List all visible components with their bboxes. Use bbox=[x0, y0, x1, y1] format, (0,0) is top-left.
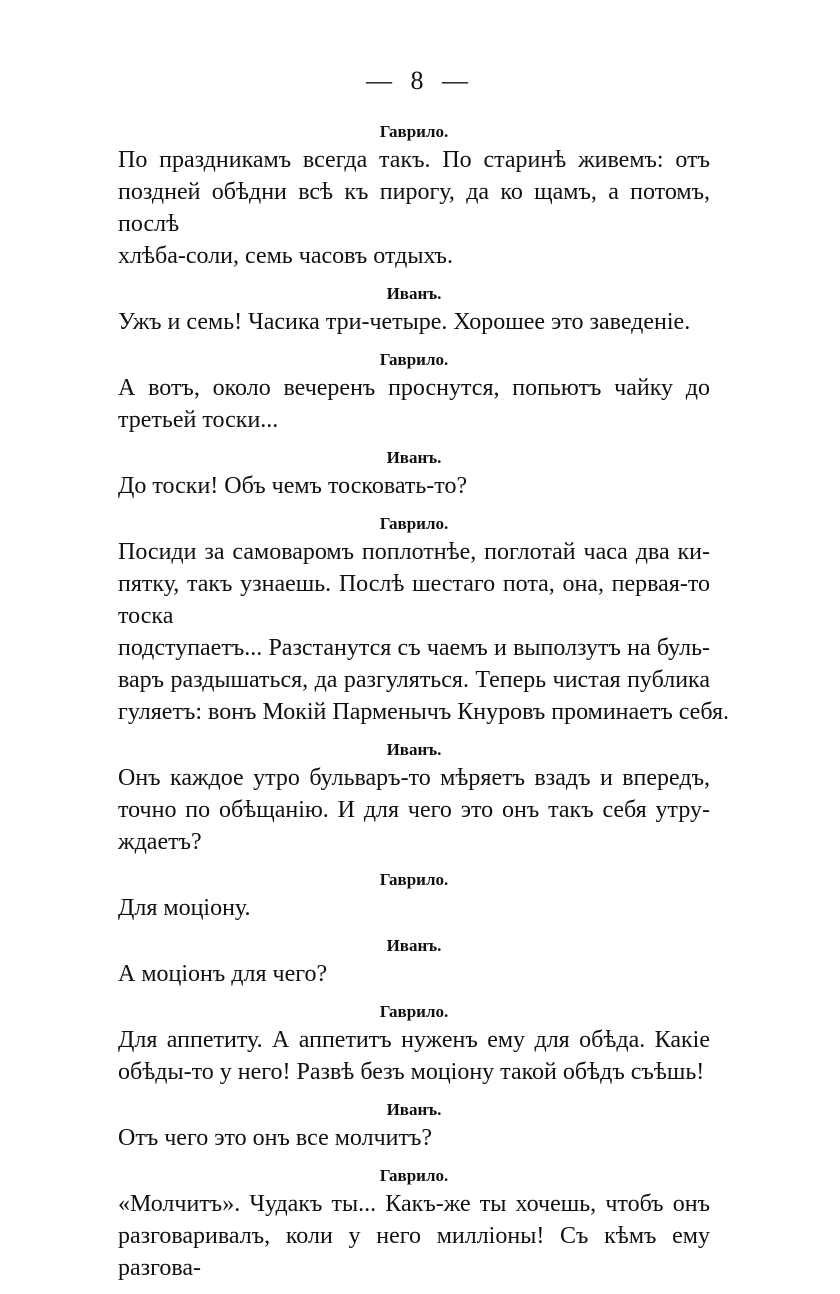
dialogue-entry bbox=[118, 282, 710, 338]
speech-text bbox=[118, 470, 710, 502]
speech-line: варъ раздышаться, да разгуляться. Теперь чистая публика bbox=[118, 667, 710, 693]
speech-line: обѣды-то у него! Развѣ безъ моціону такой обѣдъ съѣшь! bbox=[118, 1059, 705, 1085]
speech-text bbox=[118, 1024, 710, 1088]
speech-line: точно по обѣщанію. И для чего это онъ такъ себя утру- bbox=[118, 797, 710, 823]
speech-line: хлѣба-соли, семь часовъ отдыхъ. bbox=[118, 243, 453, 269]
dialogue-text bbox=[118, 120, 729, 1294]
speech-text bbox=[118, 762, 710, 858]
speech-line: разговаривалъ, коли у него милліоны! Съ кѣмъ ему разгова- bbox=[118, 1223, 710, 1281]
speech-text bbox=[118, 144, 710, 272]
speaker-name: Иванъ. bbox=[386, 1100, 442, 1119]
speech-line: пятку, такъ узнаешь. Послѣ шестаго пота, она, первая-то тоска bbox=[118, 571, 710, 629]
dialogue-entry bbox=[118, 738, 710, 858]
speech-line: подступаетъ... Разстанутся съ чаемъ и выползутъ на буль- bbox=[118, 635, 710, 661]
speech-text bbox=[118, 536, 729, 728]
speech-line: третьей тоски... bbox=[118, 407, 279, 433]
speaker-name: Иванъ. bbox=[386, 936, 442, 955]
speech-line: Посиди за самоваромъ поплотнѣе, поглотай часа два ки- bbox=[118, 539, 710, 565]
speech-text bbox=[118, 372, 710, 436]
speech-line: гуляетъ: вонъ Мокій Парменычъ Кнуровъ проминаетъ себя. bbox=[118, 699, 729, 725]
speech-line: Для моціону. bbox=[118, 895, 251, 921]
dialogue-entry bbox=[118, 348, 710, 436]
dialogue-entry bbox=[118, 120, 710, 272]
speech-text bbox=[118, 1188, 710, 1284]
speech-line: поздней обѣдни всѣ къ пирогу, да ко щамъ, а потомъ, послѣ bbox=[118, 179, 710, 237]
dialogue-entry bbox=[118, 1164, 710, 1284]
speech-line: Для аппетиту. А аппетитъ нуженъ ему для обѣда. Какіе bbox=[118, 1027, 710, 1053]
speaker-name: Гаврило. bbox=[379, 122, 449, 141]
speech-line: А моціонъ для чего? bbox=[118, 961, 328, 987]
speech-text bbox=[118, 958, 710, 990]
speech-line: «Молчитъ». Чудакъ ты... Какъ-же ты хочешь, чтобъ онъ bbox=[118, 1191, 710, 1217]
speech-line: По праздникамъ всегда такъ. По старинѣ живемъ: отъ bbox=[118, 147, 710, 173]
speaker-name: Иванъ. bbox=[386, 448, 442, 467]
speech-line: Отъ чего это онъ все молчитъ? bbox=[118, 1125, 433, 1151]
speaker-name: Гаврило. bbox=[379, 350, 449, 369]
page-number: — 8 — bbox=[366, 66, 474, 95]
speaker-name: Гаврило. bbox=[379, 514, 449, 533]
speaker-name: Гаврило. bbox=[379, 1002, 449, 1021]
speech-text bbox=[118, 1122, 710, 1154]
speech-line: До тоски! Объ чемъ тосковать-то? bbox=[118, 473, 468, 499]
speech-text bbox=[118, 892, 710, 924]
speech-line: А вотъ, около вечеренъ проснутся, попьютъ чайку до bbox=[118, 375, 710, 401]
dialogue-entry bbox=[118, 512, 729, 728]
speaker-name: Иванъ. bbox=[386, 284, 442, 303]
dialogue-entry bbox=[118, 1098, 710, 1154]
dialogue-entry bbox=[118, 446, 710, 502]
speech-line: Ужъ и семь! Часика три-четыре. Хорошее это заведеніе. bbox=[118, 309, 691, 335]
dialogue-entry bbox=[118, 934, 710, 990]
speaker-name: Гаврило. bbox=[379, 870, 449, 889]
speaker-name: Гаврило. bbox=[379, 1166, 449, 1185]
speech-line: Онъ каждое утро бульваръ-то мѣряетъ взадъ и впередъ, bbox=[118, 765, 710, 791]
speech-line: ждаетъ? bbox=[118, 829, 202, 855]
dialogue-entry bbox=[118, 1000, 710, 1088]
speech-text bbox=[118, 306, 710, 338]
dialogue-entry bbox=[118, 868, 710, 924]
speaker-name: Иванъ. bbox=[386, 740, 442, 759]
